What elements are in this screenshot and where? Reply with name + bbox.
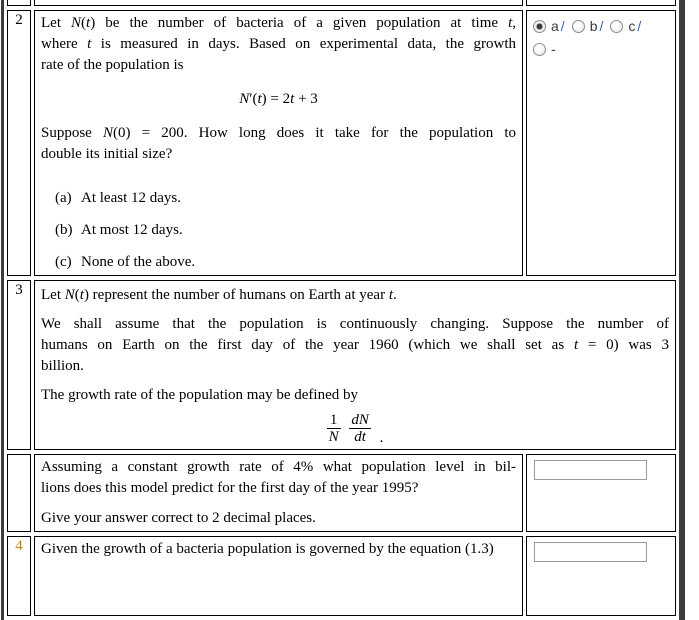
- prev-number-cell: [7, 0, 31, 6]
- choice-separator: /: [599, 18, 604, 34]
- answer-text-input[interactable]: [534, 542, 647, 562]
- fraction-dN-over-dt: [349, 412, 371, 445]
- question-table: [1, 0, 685, 620]
- question-4-answer-cell: [526, 536, 676, 616]
- fraction-1-over-N: [327, 412, 341, 445]
- question-3a-row: [7, 454, 676, 532]
- question-3-row: [7, 280, 676, 450]
- relative-growth-rate-formula: [41, 412, 669, 447]
- fraction-denominator: dt: [349, 428, 371, 445]
- question-2-body-cell: [34, 10, 523, 276]
- question-4-body-cell: [34, 536, 523, 616]
- choice-separator: /: [560, 18, 565, 34]
- choice-c-label: c: [628, 18, 636, 34]
- question-text-line: humans on Earth on the first day of the year 1960 (which we shall set as t = 0) was 3: [41, 337, 669, 353]
- option-a: [55, 188, 516, 209]
- growth-rate-equation: N′(t) = 2t + 3: [239, 91, 318, 107]
- choice-b-radio[interactable]: [572, 20, 585, 33]
- option-c: [55, 252, 516, 273]
- choice-row-1: [533, 15, 671, 38]
- option-b-label: (b): [55, 222, 73, 238]
- prev-answer-cell: [526, 0, 676, 6]
- choice-c-radio[interactable]: [610, 20, 623, 33]
- question-3a-number-cell: [7, 454, 31, 532]
- question-2-answer-cell: [526, 10, 676, 276]
- question-text-line: We shall assume that the population is continuously changing. Suppose the number of: [41, 316, 669, 332]
- question-text-line: where t is measured in days. Based on experimental data, the growth: [41, 36, 516, 52]
- option-c-label: (c): [55, 254, 72, 270]
- option-a-label: (a): [55, 190, 72, 206]
- question-3-body-cell: [34, 280, 676, 450]
- option-a-text: At least 12 days.: [81, 190, 181, 206]
- choice-blank-radio[interactable]: [533, 43, 546, 56]
- answer-text-input[interactable]: [534, 460, 647, 480]
- option-b: [55, 220, 516, 241]
- question-text-line: rate of the population is: [41, 57, 184, 73]
- question-text-line: Let N(t) represent the number of humans on Earth at year t.: [41, 287, 397, 303]
- choice-b-label: b: [589, 18, 598, 34]
- question-text-line: Give your answer correct to 2 decimal places.: [41, 509, 316, 526]
- formula-period: .: [379, 429, 384, 446]
- choice-a-label: a: [551, 18, 559, 34]
- option-b-text: At most 12 days.: [81, 222, 183, 238]
- fraction-denominator: N: [328, 429, 339, 445]
- question-text-line: Let N(t) be the number of bacteria of a given population at time t,: [41, 15, 516, 31]
- question-text-line: Suppose N(0) = 200. How long does it take for the population to: [41, 125, 516, 141]
- choice-row-2: [533, 38, 671, 61]
- question-text-line: The growth rate of the population may be defined by: [41, 387, 358, 403]
- choice-blank-label: -: [551, 41, 556, 57]
- question-text-line: lions does this model predict for the first day of the year 1995?: [41, 479, 419, 496]
- question-text-line: billion.: [41, 358, 84, 374]
- fraction-numerator: dN: [351, 412, 369, 428]
- question-text-line: double its initial size?: [41, 146, 173, 162]
- choice-a-radio[interactable]: [533, 20, 546, 33]
- previous-row-partial: [7, 0, 676, 6]
- option-c-text: None of the above.: [81, 254, 196, 270]
- question-4-number: 4: [7, 536, 31, 616]
- fraction-numerator: 1: [329, 412, 338, 428]
- question-3a-answer-cell: [526, 454, 676, 532]
- question-3a-body-cell: [34, 454, 523, 532]
- question-2-row: [7, 10, 676, 276]
- choice-separator: /: [637, 18, 642, 34]
- question-3-number: 3: [7, 280, 31, 450]
- question-2-number: 2: [7, 10, 31, 276]
- question-text-line: Assuming a constant growth rate of 4% what population level in bil-: [41, 458, 516, 475]
- prev-body-cell: [34, 0, 523, 6]
- question-4-row-partial: [7, 536, 676, 616]
- question-text-line: Given the growth of a bacteria population is governed by the equation (1.3): [41, 540, 494, 557]
